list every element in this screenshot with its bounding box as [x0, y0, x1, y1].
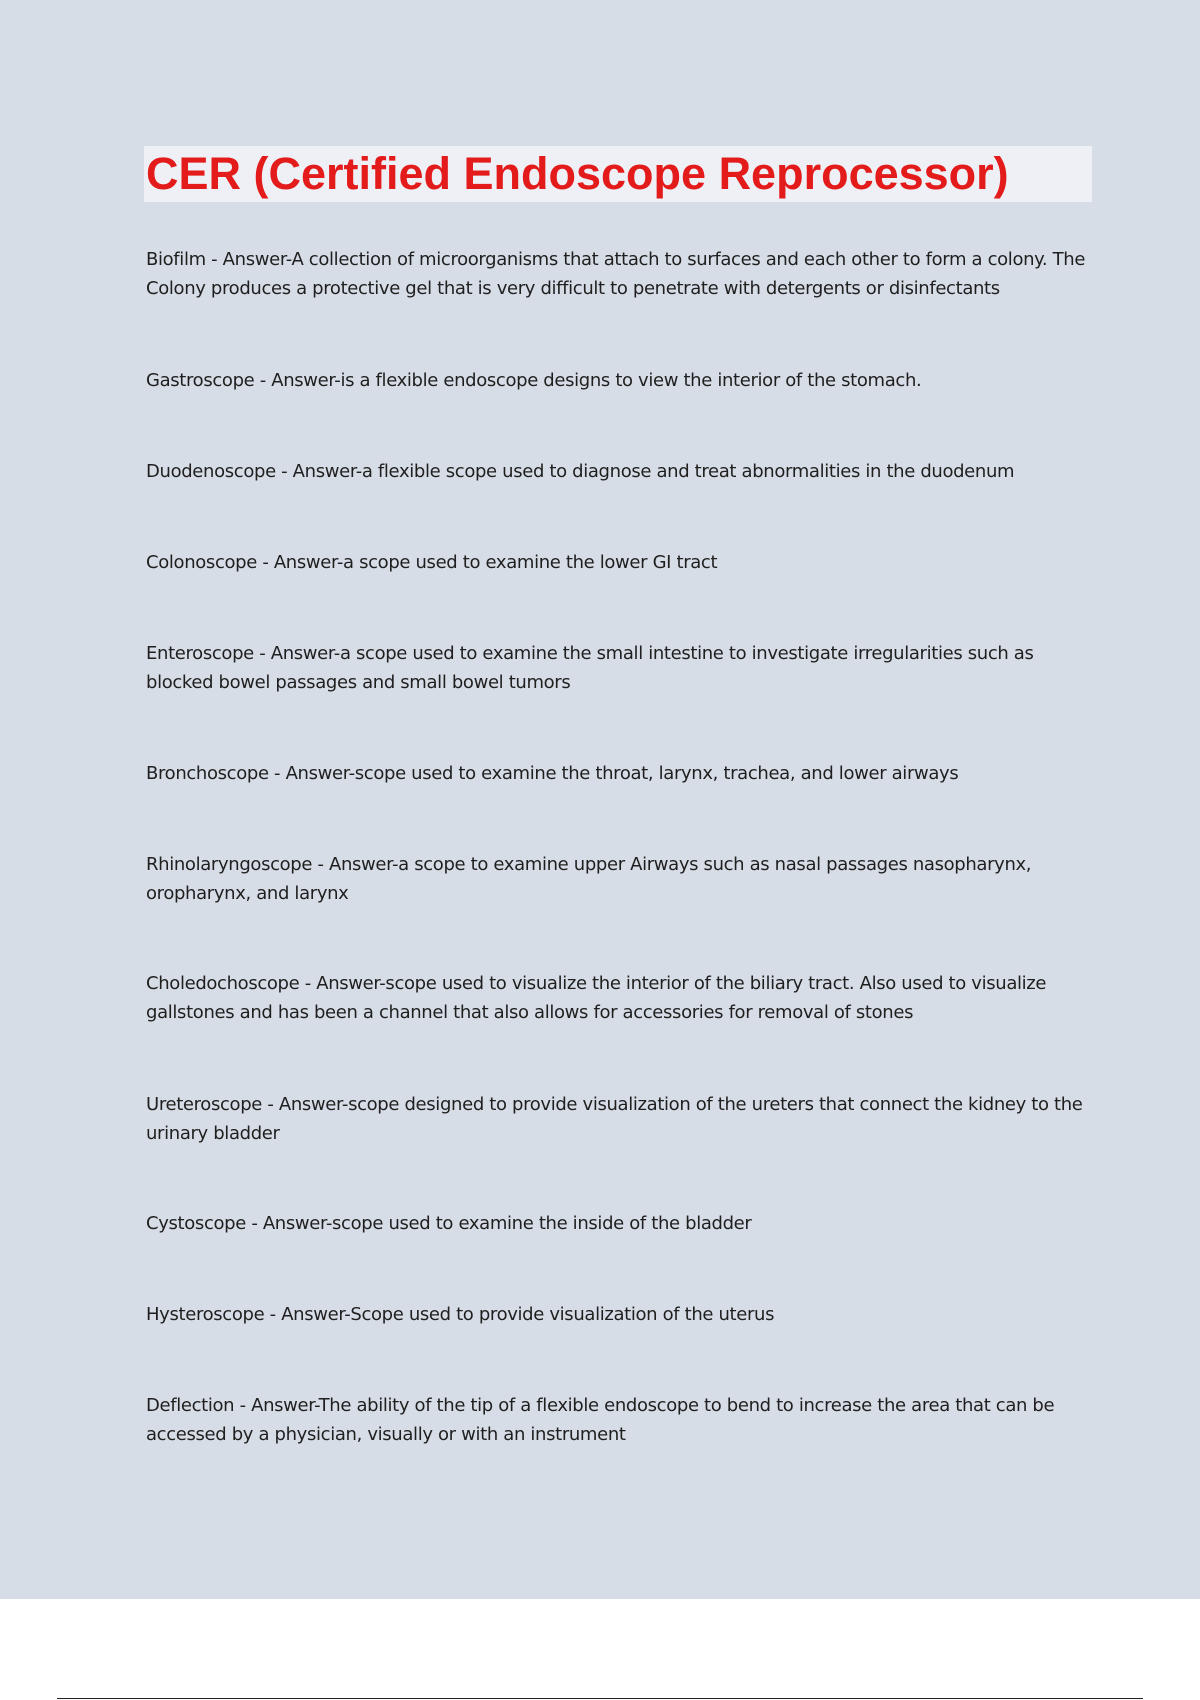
glossary-entry-choledochoscope: Choledochoscope - Answer-scope used to visualize the interior of the biliary tract. Also used to visualize gallstones and has been a channel that also allows for accessories for removal of stones	[146, 973, 1047, 1023]
glossary-entry-cystoscope: Cystoscope - Answer-scope used to examine the inside of the bladder	[146, 1213, 752, 1234]
glossary-entry-bronchoscope: Bronchoscope - Answer-scope used to examine the throat, larynx, trachea, and lower airways	[146, 763, 959, 784]
glossary-entry-enteroscope: Enteroscope - Answer-a scope used to examine the small intestine to investigate irregularities such as blocked bowel passages and small bowel tumors	[146, 643, 1034, 693]
document-title: CER (Certified Endoscope Reprocessor)	[146, 148, 1009, 199]
glossary-entry-gastroscope: Gastroscope - Answer-is a flexible endoscope designs to view the interior of the stomach.	[146, 370, 922, 391]
title-highlight	[144, 146, 1092, 202]
footer-divider	[57, 1698, 1143, 1699]
glossary-entry-deflection: Deflection - Answer-The ability of the tip of a flexible endoscope to bend to increase the area that can be accessed by a physician, visually or with an instrument	[146, 1395, 1055, 1445]
glossary-entry-hysteroscope: Hysteroscope - Answer-Scope used to provide visualization of the uterus	[146, 1304, 775, 1325]
glossary-entry-ureteroscope: Ureteroscope - Answer-scope designed to provide visualization of the ureters that connect the kidney to the urinary bladder	[146, 1094, 1083, 1144]
glossary-entry-biofilm: Biofilm - Answer-A collection of microorganisms that attach to surfaces and each other to form a colony. The Colony produces a protective gel that is very difficult to penetrate with detergents or disinfectants	[146, 249, 1086, 299]
glossary-entry-rhinolaryngoscope: Rhinolaryngoscope - Answer-a scope to examine upper Airways such as nasal passages nasopharynx, oropharynx, and larynx	[146, 854, 1032, 904]
glossary-entry-duodenoscope: Duodenoscope - Answer-a flexible scope used to diagnose and treat abnormalities in the duodenum	[146, 461, 1015, 482]
glossary-entry-colonoscope: Colonoscope - Answer-a scope used to examine the lower GI tract	[146, 552, 718, 573]
